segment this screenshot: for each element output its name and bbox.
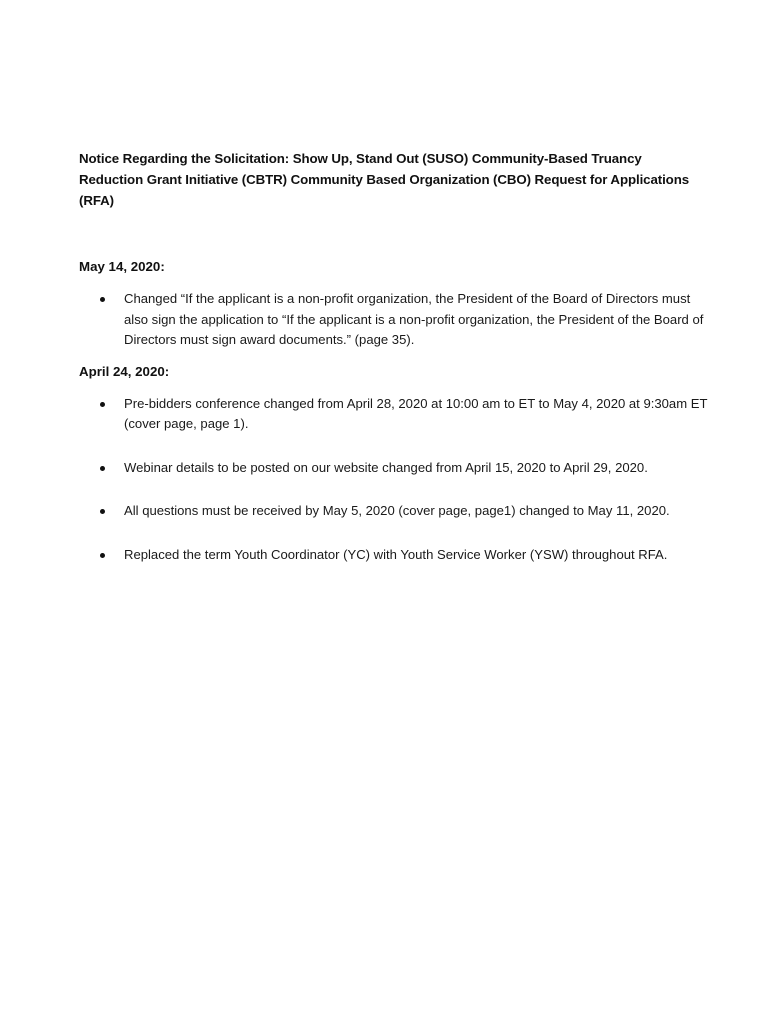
change-item-text: All questions must be received by May 5, 2020 (cover page, page1) changed to May 11, 2020.	[124, 503, 670, 518]
bullet-icon	[100, 553, 105, 558]
change-item	[79, 458, 709, 479]
section-date-heading: May 14, 2020:	[79, 259, 165, 274]
update-section-may-14	[79, 257, 709, 351]
bullet-icon	[100, 466, 105, 471]
document-body	[79, 148, 709, 565]
change-item	[79, 289, 709, 351]
update-section-april-24	[79, 362, 709, 566]
bullet-icon	[100, 509, 105, 514]
change-item	[79, 545, 709, 566]
change-item-text: Changed “If the applicant is a non-profit organization, the President of the Board of Directors must also sign the application to “If the applicant is a non-profit organization, the President of the Board of Directors must sign award documents.” (page 35).	[124, 291, 704, 347]
change-item-text: Pre-bidders conference changed from April 28, 2020 at 10:00 am to ET to May 4, 2020 at 9:30am ET (cover page, page 1).	[124, 395, 708, 431]
change-list	[79, 289, 709, 351]
change-list	[79, 394, 709, 566]
change-item	[79, 394, 709, 435]
bullet-icon	[100, 402, 105, 407]
section-date-heading: April 24, 2020:	[79, 363, 170, 379]
change-item	[79, 501, 709, 522]
change-item-text: Replaced the term Youth Coordinator (YC) with Youth Service Worker (YSW) throughout RFA.	[124, 546, 668, 562]
bullet-icon	[100, 297, 105, 302]
change-item-text: Webinar details to be posted on our website changed from April 15, 2020 to April 29, 2020.	[124, 459, 648, 475]
notice-title: Notice Regarding the Solicitation: Show Up, Stand Out (SUSO) Community-Based Truancy Reduction Grant Initiative (CBTR) Community Based Organization (CBO) Request for Applications (RFA)	[79, 151, 690, 208]
